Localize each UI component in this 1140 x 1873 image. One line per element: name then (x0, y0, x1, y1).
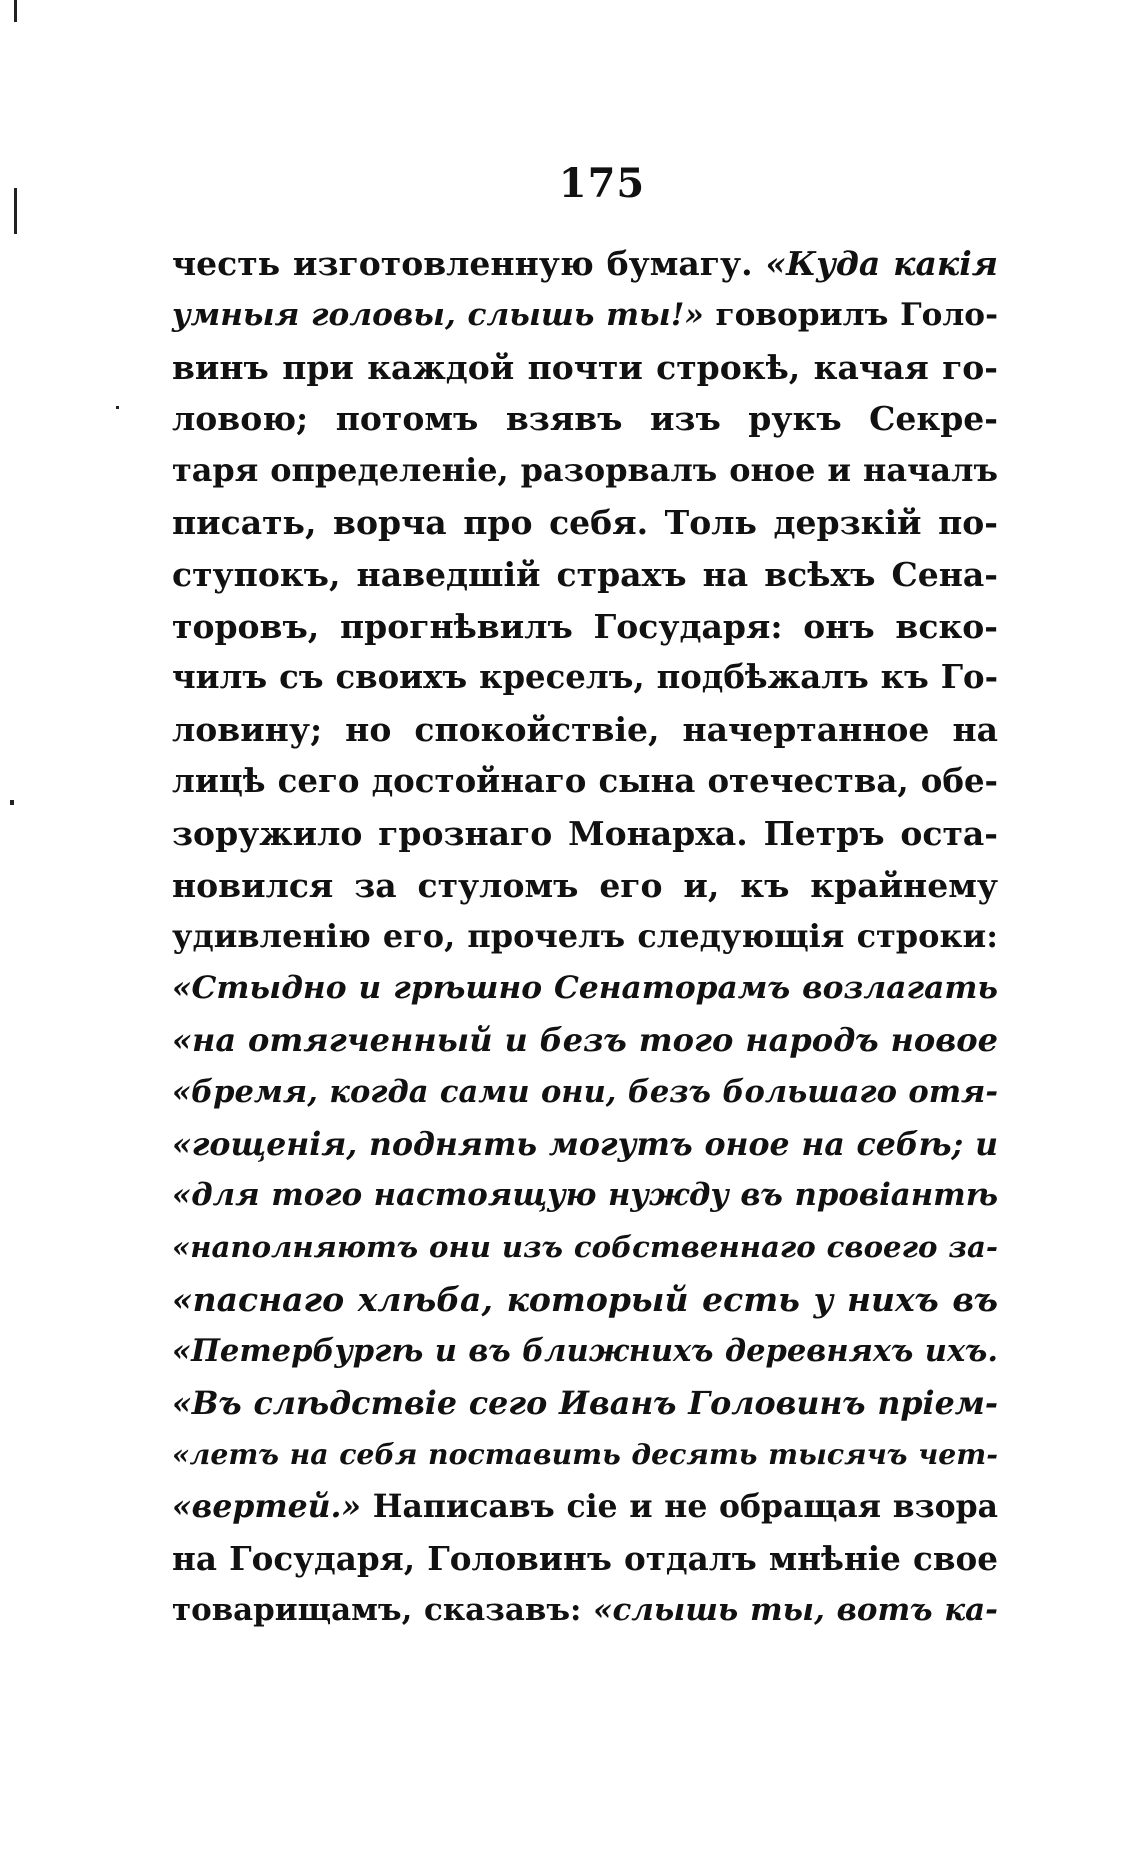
text-line (172, 1533, 998, 1585)
text-line (172, 342, 998, 394)
text-segment: зоружило грознаго Монарха. Петръ оста- (172, 813, 998, 853)
text-segment: чилъ съ своихъ креселъ, подбѣжалъ къ Го- (172, 658, 998, 697)
text-line (172, 1222, 998, 1274)
text-segment: говорилъ Голо- (715, 296, 998, 333)
text-segment: ловою; потомъ взявъ изъ рукъ Секре- (172, 399, 998, 439)
body-text (172, 238, 998, 1637)
quoted-text-segment: «вертей.» (172, 1488, 373, 1526)
text-segment: Написавъ сіе и не обращая взора (372, 1488, 998, 1526)
text-line (172, 1326, 998, 1378)
text-segment: ступокъ, наведшій страхъ на всѣхъ Сена- (172, 554, 998, 594)
scan-edge-mark-top (14, 0, 17, 22)
text-line (172, 704, 998, 756)
text-line (172, 860, 998, 912)
quoted-text-segment: «Куда какія (765, 244, 998, 283)
quoted-text-segment: «слышь ты, вотъ ка- (593, 1591, 998, 1628)
text-line (172, 1119, 998, 1171)
scan-speck (116, 406, 119, 409)
text-segment: таря определеніе, разорвалъ оное и началъ (172, 451, 998, 490)
quoted-text-segment: «гощенія, поднять могутъ оное на себѣ; и (172, 1125, 998, 1163)
quoted-text-segment: «для того настоящую нужду въ провіантѣ (172, 1177, 998, 1214)
text-line (172, 290, 998, 342)
text-line (172, 652, 998, 704)
page-number: 175 (558, 160, 646, 207)
text-segment: торовъ, прогнѣвилъ Государя: онъ вско- (172, 606, 998, 646)
text-line (172, 1481, 998, 1533)
text-line (172, 1378, 998, 1430)
quoted-text-segment: умныя головы, слышь ты!» (172, 296, 716, 333)
quoted-text-segment: «летъ на себя поставить десять тысячъ чет- (172, 1437, 998, 1472)
text-segment: лицѣ сего достойнаго сына отечества, обе- (172, 761, 998, 800)
quoted-text-segment: «на отягченный и безъ того народъ новое (172, 1020, 998, 1059)
text-line (172, 497, 998, 549)
text-segment: новился за стуломъ его и, къ крайнему (172, 865, 998, 905)
text-line (172, 445, 998, 497)
text-line (172, 393, 998, 445)
quoted-text-segment: «паснаго хлѣба, который есть у нихъ въ (172, 1279, 998, 1319)
text-segment: винъ при каждой почти строкѣ, качая го- (172, 347, 998, 387)
text-segment: товарищамъ, сказавъ: (172, 1591, 594, 1628)
text-line (172, 1585, 998, 1637)
text-line (172, 601, 998, 653)
quoted-text-segment: «Стыдно и грѣшно Сенаторамъ возлагать (172, 970, 998, 1007)
text-segment: на Государя, Головинъ отдалъ мнѣніе свое (172, 1538, 998, 1578)
quoted-text-segment: «Въ слѣдствіе сего Иванъ Головинъ пріем- (172, 1384, 998, 1422)
text-line (172, 1015, 998, 1067)
text-segment: удивленію его, прочелъ следующія строки: (172, 917, 998, 956)
text-line (172, 808, 998, 860)
quoted-text-segment: «наполняютъ они изъ собственнаго своего за- (172, 1230, 998, 1265)
text-line (172, 238, 998, 290)
text-segment: честь изготовленную бумагу. (172, 244, 766, 283)
quoted-text-segment: «бремя, когда сами они, безъ большаго отя- (172, 1073, 998, 1110)
text-line (172, 911, 998, 963)
text-line (172, 963, 998, 1015)
text-line (172, 1274, 998, 1326)
quoted-text-segment: «Петербургѣ и въ ближнихъ деревняхъ ихъ. (172, 1332, 998, 1369)
text-segment: писать, ворча про себя. Толь дерзкій по- (172, 502, 998, 542)
text-line (172, 756, 998, 808)
text-line (172, 1067, 998, 1119)
text-line (172, 1170, 998, 1222)
text-line (172, 549, 998, 601)
scan-speck (10, 800, 14, 805)
text-line (172, 1429, 998, 1481)
text-segment: ловину; но спокойствіе, начертанное на (172, 710, 998, 750)
scan-edge-mark-left (14, 188, 17, 234)
